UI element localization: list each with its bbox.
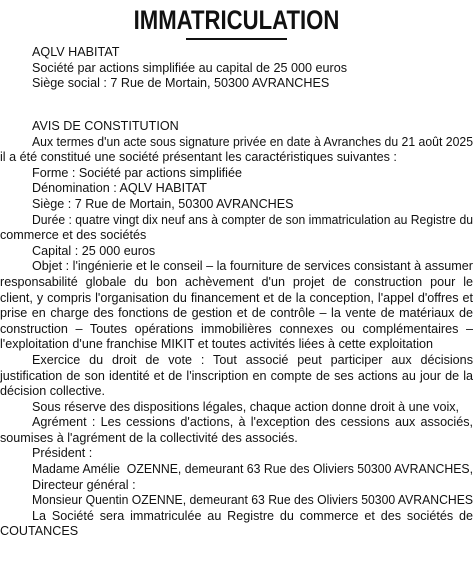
notice-line: Capital : 25 000 euros (32, 243, 156, 258)
notice-line: La Société sera immatriculée au Registre du commerce et des sociétés de (32, 508, 473, 523)
notice-line: Durée : quatre vingt dix neuf ans à compter de son immatriculation au Registre du (32, 212, 473, 227)
notice-title: IMMATRICULATION (133, 5, 340, 35)
notice-line: Madame Amélie OZENNE, demeurant 63 Rue des Oliviers 50300 AVRANCHES, (32, 462, 473, 477)
notice-line: Sous réserve des dispositions légales, chaque action donne droit à une voix, (32, 399, 460, 414)
notice-lines (0, 135, 473, 540)
notice-line: justification de son identité et de l'inscription en compte de ses actions au jour de la (0, 368, 473, 383)
notice-line: soumises à l'agrément de la collectivité des associés. (0, 430, 298, 445)
notice-line: construction – Toutes opérations immobilières connexes ou complémentaires – (0, 321, 473, 336)
notice-line: Monsieur Quentin OZENNE, demeurant 63 Rue des Oliviers 50300 AVRANCHES (32, 493, 473, 508)
notice-line: il a été constitué une société présentant les caractéristiques suivantes : (0, 150, 397, 165)
title-underline (186, 38, 287, 40)
notice-line: Agrément : Les cessions d'actions, à l'exception des cessions aux associés, (32, 415, 473, 430)
notice-line: responsabilité globale du bon achèvement d'un projet de construction pour le (0, 274, 473, 289)
notice-heading: AVIS DE CONSTITUTION (32, 119, 179, 133)
notice-line: client, y compris l'organisation du financement et de la conception, l'appel d'offres et (0, 290, 473, 305)
notice-line: Objet : l'ingénierie et le conseil – la fourniture de services consistant à assumer (32, 259, 473, 274)
company-form-capital: Société par actions simplifiée au capital de 25 000 euros (32, 60, 348, 75)
notice-line: Aux termes d'un acte sous signature privée en date à Avranches du 21 août 2025 (32, 134, 473, 149)
notice-line: l'exploitation d'une franchise MIKIT et toutes activités liées à cette exploitation (0, 337, 434, 352)
company-name: AQLV HABITAT (32, 45, 120, 59)
notice-line: commerce et des sociétés (0, 228, 147, 243)
notice-line: décision collective. (0, 384, 105, 399)
company-header (0, 45, 473, 92)
notice-line: Siège : 7 Rue de Mortain, 50300 AVRANCHES (32, 196, 294, 211)
company-seat: Siège social : 7 Rue de Mortain, 50300 AVRANCHES (32, 76, 330, 91)
notice-line: COUTANCES (0, 524, 79, 539)
notice-line: Dénomination : AQLV HABITAT (32, 181, 207, 196)
notice-line: Directeur général : (32, 477, 136, 492)
notice-line: Président : (32, 446, 93, 461)
notice-line: prise en charge des fonctions de gestion et de contrôle – la vente de matériaux de (0, 306, 473, 321)
notice-body (0, 119, 473, 540)
notice-line: Forme : Société par actions simplifiée (32, 165, 242, 180)
notice-line: Exercice du droit de vote : Tout associé peut participer aux décisions (32, 352, 473, 367)
